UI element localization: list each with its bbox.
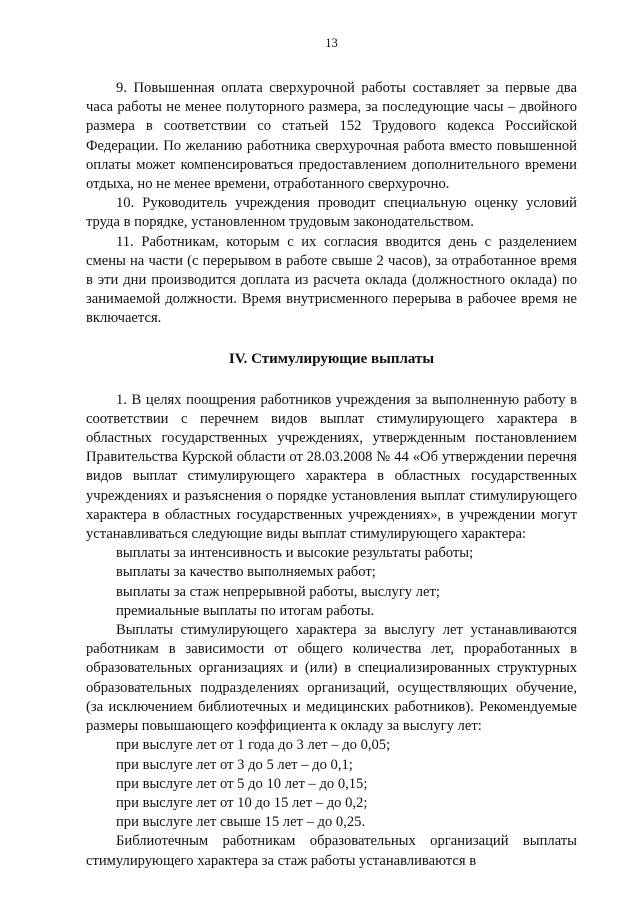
paragraph-assessment: 10. Руководитель учреждения проводит специальную оценку условий труда в порядке, установленном трудовым законодательством. (86, 195, 577, 231)
paragraph-library-workers: Библиотечным работникам образовательных организаций выплаты стимулирующего характера за стаж работы устанавливаются в (86, 833, 577, 869)
list-item: премиальные выплаты по итогам работы. (116, 602, 375, 619)
payment-types-list (86, 544, 577, 621)
paragraph-seniority: Выплаты стимулирующего характера за выслугу лет устанавливаются работникам в зависимости от общего количества лет, проработанных в образовательных организациях и (или) в специализированных структурных образовательных подразделениях организаций, осуществляющих обучение, (за исключением библиотечных и медицинских работников). Рекомендуемые размеры повышающего коэффициента к окладу за выслугу лет: (86, 622, 577, 735)
list-item: при выслуге лет от 3 до 5 лет – до 0,1; (116, 756, 353, 773)
section-title: IV. Стимулирующие выплаты (228, 350, 435, 367)
paragraph-overtime: 9. Повышенная оплата сверхурочной работы составляет за первые два часа работы не менее полуторного размера, за последующие часы – двойного размера в соответствии со статьей 152 Трудового кодекса Российской Федерации. По желанию работника сверхурочная работа вместо повышенной оплаты может компенсироваться предоставлением дополнительного времени отдыха, но не менее времени, отработанного сверхурочно. (86, 80, 577, 193)
list-item: при выслуге лет от 1 года до 3 лет – до 0,05; (116, 737, 391, 754)
list-item: при выслуге лет свыше 15 лет – до 0,25. (116, 814, 366, 831)
paragraph-incentive-intro: 1. В целях поощрения работников учреждения за выполненную работу в соответствии с перечнем видов выплат стимулирующего характера в областных государственных учреждениях, утвержденным постановлением Правительства Курской области от 28.03.2008 № 44 «Об утверждении перечня видов выплат стимулирующего характера в областных государственных учреждениях и разъяснения о порядке установления выплат стимулирующего характера в областных государственных учреждениях», в учреждении могут устанавливаться следующие виды выплат стимулирующего характера: (86, 391, 577, 543)
list-item: выплаты за стаж непрерывной работы, выслугу лет; (116, 583, 440, 600)
list-item: выплаты за интенсивность и высокие результаты работы; (116, 545, 474, 562)
list-item: при выслуге лет от 10 до 15 лет – до 0,2; (116, 794, 368, 811)
list-item: выплаты за качество выполняемых работ; (116, 564, 376, 581)
list-item: при выслуге лет от 5 до 10 лет – до 0,15; (116, 775, 368, 792)
page-number: 13 (325, 36, 338, 50)
seniority-rates-list (86, 736, 577, 832)
paragraph-split-shift: 11. Работникам, которым с их согласия вводится день с разделением смены на части (с перерывом в работе свыше 2 часов), за отработанное время в эти дни производится доплата из расчета оклада (должностного оклада) по занимаемой должности. Время внутрисменного перерыва в рабочее время не включается. (86, 233, 577, 327)
